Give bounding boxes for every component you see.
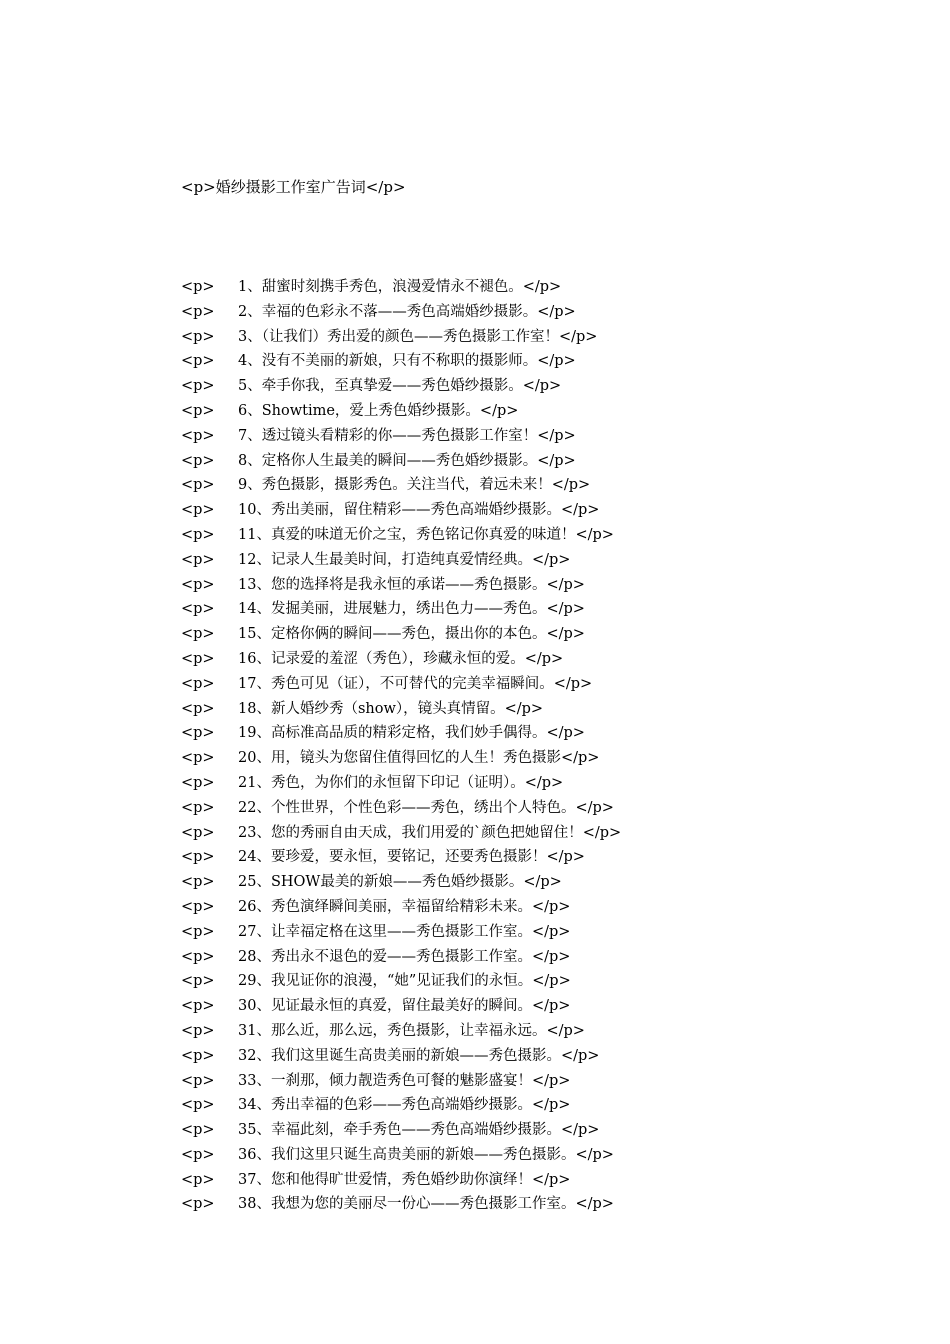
document-title: <p>婚纱摄影工作室广告词</p>	[181, 178, 406, 196]
slogan-text: 15、定格你俩的瞬间——秀色，摄出你的本色。</p>	[238, 626, 585, 643]
slogan-text: 37、您和他得旷世爱情，秀色婚纱助你演绎！</p>	[238, 1171, 571, 1188]
list-item	[181, 1044, 621, 1069]
slogan-text: 38、我想为您的美丽尽一份心——秀色摄影工作室。</p>	[238, 1196, 614, 1213]
list-item	[181, 845, 621, 870]
slogan-text: 2、幸福的色彩永不落——秀色高端婚纱摄影。</p>	[238, 303, 576, 320]
slogan-text: 35、幸福此刻，牵手秀色——秀色高端婚纱摄影。</p>	[238, 1122, 600, 1139]
paragraph-tag: <p>	[181, 353, 215, 370]
slogan-text: 13、您的选择将是我永恒的承诺——秀色摄影。</p>	[238, 576, 585, 593]
list-item	[181, 746, 621, 771]
paragraph-tag: <p>	[181, 998, 215, 1015]
slogan-text: 19、高标准高品质的精彩定格，我们妙手偶得。</p>	[238, 725, 585, 742]
list-item	[181, 945, 621, 970]
paragraph-tag: <p>	[181, 526, 215, 543]
slogan-text: 5、牵手你我，至真挚爱——秀色婚纱摄影。</p>	[238, 378, 562, 395]
paragraph-tag: <p>	[181, 576, 215, 593]
slogan-text: 26、秀色演绎瞬间美丽，幸福留给精彩未来。</p>	[238, 898, 571, 915]
slogan-text: 9、秀色摄影，摄影秀色。关注当代，着远未来！</p>	[238, 477, 591, 494]
list-item	[181, 325, 621, 350]
paragraph-tag: <p>	[181, 849, 215, 866]
slogan-text: 23、您的秀丽自由天成，我们用爱的`颜色把她留住！</p>	[238, 824, 622, 841]
paragraph-tag: <p>	[181, 898, 215, 915]
slogan-text: 25、SHOW最美的新娘——秀色婚纱摄影。</p>	[238, 874, 562, 891]
paragraph-tag: <p>	[181, 427, 215, 444]
list-item	[181, 1192, 621, 1217]
slogan-text: 21、秀色，为你们的永恒留下印记（证明）。</p>	[238, 774, 564, 791]
slogan-text: 11、真爱的味道无价之宝，秀色铭记你真爱的味道！</p>	[238, 526, 614, 543]
paragraph-tag: <p>	[181, 402, 215, 419]
list-item	[181, 1118, 621, 1143]
list-item	[181, 1168, 621, 1193]
paragraph-tag: <p>	[181, 279, 215, 295]
slogan-text: 30、见证最永恒的真爱，留住最美好的瞬间。</p>	[238, 998, 571, 1015]
paragraph-tag: <p>	[181, 1146, 215, 1163]
slogan-text: 18、新人婚纱秀（show），镜头真情留。</p>	[238, 700, 544, 717]
list-item	[181, 424, 621, 449]
slogan-text: 32、我们这里诞生高贵美丽的新娘——秀色摄影。</p>	[238, 1047, 600, 1064]
list-item	[181, 697, 621, 722]
slogan-text: 34、秀出幸福的色彩——秀色高端婚纱摄影。</p>	[238, 1097, 571, 1114]
slogan-text: 29、我见证你的浪漫，“她”见证我们的永恒。</p>	[238, 973, 571, 990]
slogan-text: 22、个性世界，个性色彩——秀色，绣出个人特色。</p>	[238, 799, 614, 816]
paragraph-tag: <p>	[181, 1022, 215, 1039]
paragraph-tag: <p>	[181, 799, 215, 816]
list-item	[181, 895, 621, 920]
list-item	[181, 622, 621, 647]
slogan-text: 1、甜蜜时刻携手秀色，浪漫爱情永不褪色。</p>	[238, 279, 562, 295]
slogan-text: 4、没有不美丽的新娘，只有不称职的摄影师。</p>	[238, 353, 576, 370]
paragraph-tag: <p>	[181, 303, 215, 320]
paragraph-tag: <p>	[181, 601, 215, 618]
list-item	[181, 1093, 621, 1118]
slogan-text: 28、秀出永不退色的爱——秀色摄影工作室。</p>	[238, 948, 571, 965]
slogan-text: 6、Showtime，爱上秀色婚纱摄影。</p>	[238, 402, 519, 419]
paragraph-tag: <p>	[181, 502, 215, 519]
slogan-text: 20、用，镜头为您留住值得回忆的人生！秀色摄影</p>	[238, 750, 600, 767]
list-item	[181, 473, 621, 498]
paragraph-tag: <p>	[181, 1072, 215, 1089]
list-item	[181, 1019, 621, 1044]
list-item	[181, 870, 621, 895]
list-item	[181, 449, 621, 474]
list-item	[181, 597, 621, 622]
list-item	[181, 647, 621, 672]
paragraph-tag: <p>	[181, 874, 215, 891]
list-item	[181, 523, 621, 548]
paragraph-tag: <p>	[181, 750, 215, 767]
slogan-text: 10、秀出美丽，留住精彩——秀色高端婚纱摄影。</p>	[238, 502, 600, 519]
paragraph-tag: <p>	[181, 378, 215, 395]
list-item	[181, 920, 621, 945]
list-item	[181, 821, 621, 846]
list-item	[181, 573, 621, 598]
list-item	[181, 498, 621, 523]
list-item	[181, 349, 621, 374]
paragraph-tag: <p>	[181, 774, 215, 791]
slogan-text: 3、（让我们）秀出爱的颜色——秀色摄影工作室！</p>	[238, 328, 598, 345]
slogan-text: 8、定格你人生最美的瞬间——秀色婚纱摄影。</p>	[238, 452, 576, 469]
slogan-text: 31、那么近，那么远，秀色摄影，让幸福永远。</p>	[238, 1022, 585, 1039]
list-item	[181, 1069, 621, 1094]
paragraph-tag: <p>	[181, 675, 215, 692]
list-item	[181, 300, 621, 325]
slogan-text: 12、记录人生最美时间，打造纯真爱情经典。</p>	[238, 551, 571, 568]
list-item	[181, 548, 621, 573]
paragraph-tag: <p>	[181, 477, 215, 494]
paragraph-tag: <p>	[181, 626, 215, 643]
list-item	[181, 969, 621, 994]
paragraph-tag: <p>	[181, 551, 215, 568]
slogan-text: 7、透过镜头看精彩的你——秀色摄影工作室！</p>	[238, 427, 576, 444]
slogan-list	[181, 275, 621, 1217]
list-item	[181, 721, 621, 746]
paragraph-tag: <p>	[181, 1097, 215, 1114]
paragraph-tag: <p>	[181, 328, 215, 345]
paragraph-tag: <p>	[181, 452, 215, 469]
slogan-text: 16、记录爱的羞涩（秀色），珍藏永恒的爱。</p>	[238, 650, 564, 667]
paragraph-tag: <p>	[181, 700, 215, 717]
list-item	[181, 672, 621, 697]
slogan-text: 36、我们这里只诞生高贵美丽的新娘——秀色摄影。</p>	[238, 1146, 614, 1163]
list-item	[181, 399, 621, 424]
slogan-text: 27、让幸福定格在这里——秀色摄影工作室。</p>	[238, 923, 571, 940]
list-item	[181, 275, 621, 300]
paragraph-tag: <p>	[181, 1122, 215, 1139]
list-item	[181, 771, 621, 796]
paragraph-tag: <p>	[181, 973, 215, 990]
slogan-text: 33、一刹那，倾力靓造秀色可餐的魅影盛宴！</p>	[238, 1072, 571, 1089]
slogan-text: 14、发掘美丽，进展魅力，绣出色力——秀色。</p>	[238, 601, 585, 618]
paragraph-tag: <p>	[181, 824, 215, 841]
paragraph-tag: <p>	[181, 650, 215, 667]
list-item	[181, 1143, 621, 1168]
slogan-text: 24、要珍爱，要永恒，要铭记，还要秀色摄影！</p>	[238, 849, 585, 866]
paragraph-tag: <p>	[181, 1171, 215, 1188]
list-item	[181, 796, 621, 821]
list-item	[181, 374, 621, 399]
slogan-text: 17、秀色可见（证），不可替代的完美幸福瞬间。</p>	[238, 675, 593, 692]
paragraph-tag: <p>	[181, 725, 215, 742]
paragraph-tag: <p>	[181, 1047, 215, 1064]
paragraph-tag: <p>	[181, 948, 215, 965]
list-item	[181, 994, 621, 1019]
paragraph-tag: <p>	[181, 1196, 215, 1213]
paragraph-tag: <p>	[181, 923, 215, 940]
